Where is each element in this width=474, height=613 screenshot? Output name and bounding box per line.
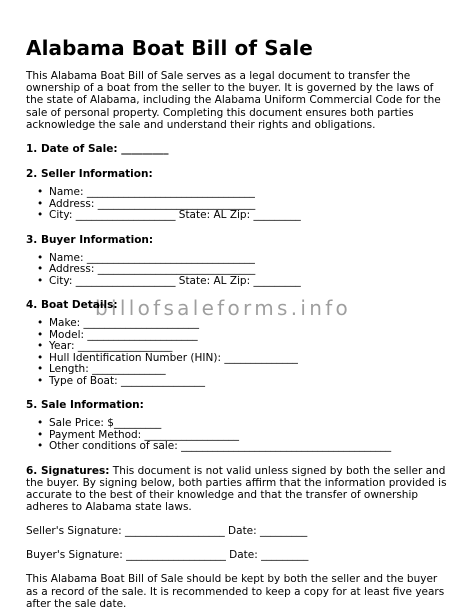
seller-city-field: • City: ___________________ State: AL Zip: _________ (49, 210, 447, 222)
buyer-city-field: • City: ___________________ State: AL Zip: _________ (49, 276, 447, 288)
seller-name-field: • Name: ________________________________ (49, 187, 447, 199)
other-conditions-field: • Other conditions of sale: ________________________________________ (49, 441, 447, 453)
watermark: billofsaleforms.info (95, 296, 352, 320)
boat-details-list (26, 318, 447, 387)
buyer-signature-line: Buyer's Signature: ___________________ Date: _________ (26, 549, 309, 562)
signatures-paragraph (26, 465, 447, 514)
closing-paragraph: This Alabama Boat Bill of Sale should be kept by both the seller and the buyer as a record of the sale. It is recommended to keep a copy for at least five years after the sale date. (26, 573, 445, 610)
boat-type-field: • Type of Boat: ________________ (49, 376, 447, 388)
seller-signature-line: Seller's Signature: ___________________ Date: _________ (26, 525, 308, 538)
boat-model-field: • Model: _____________________ (49, 330, 447, 342)
boat-year-field: • Year: __________________ (49, 341, 447, 353)
sale-info-heading: 5. Sale Information: (26, 399, 144, 412)
document-title: Alabama Boat Bill of Sale (26, 36, 313, 60)
boat-make-field: • Make: ______________________ (49, 318, 447, 330)
signatures-text: This document is not valid unless signed by both the seller and the buyer. By signing below, both parties affirm that the information provided is accurate to the best of their knowledge and that the transfer of ownership adheres to Alabama state laws. (26, 464, 447, 514)
date-of-sale-heading: 1. Date of Sale: _________ (26, 143, 169, 156)
sale-price-field: • Sale Price: $_________ (49, 418, 447, 430)
buyer-address-field: • Address: ______________________________ (49, 264, 447, 276)
sale-info-list (26, 418, 447, 453)
boat-hin-field: • Hull Identification Number (HIN): ______________ (49, 353, 447, 365)
buyer-info-heading: 3. Buyer Information: (26, 233, 154, 246)
boat-length-field: • Length: ______________ (49, 364, 447, 376)
boat-details-heading: 4. Boat Details: (26, 299, 118, 312)
buyer-name-field: • Name: ________________________________ (49, 253, 447, 265)
signatures-heading: 6. Signatures: (26, 464, 110, 477)
seller-info-heading: 2. Seller Information: (26, 168, 153, 181)
intro-paragraph: This Alabama Boat Bill of Sale serves as a legal document to transfer the ownership of a boat from the seller to the buyer. It is governed by the laws of the state of Alabama, including the Alabama Uniform Commercial Code for the sale of personal property. Completing this document ensures both parties acknowledge the sale and understand their rights and obligations. (26, 70, 441, 131)
seller-info-list (26, 187, 447, 222)
seller-address-field: • Address: ______________________________ (49, 199, 447, 211)
buyer-info-list (26, 253, 447, 288)
payment-method-field: • Payment Method: __________________ (49, 430, 447, 442)
